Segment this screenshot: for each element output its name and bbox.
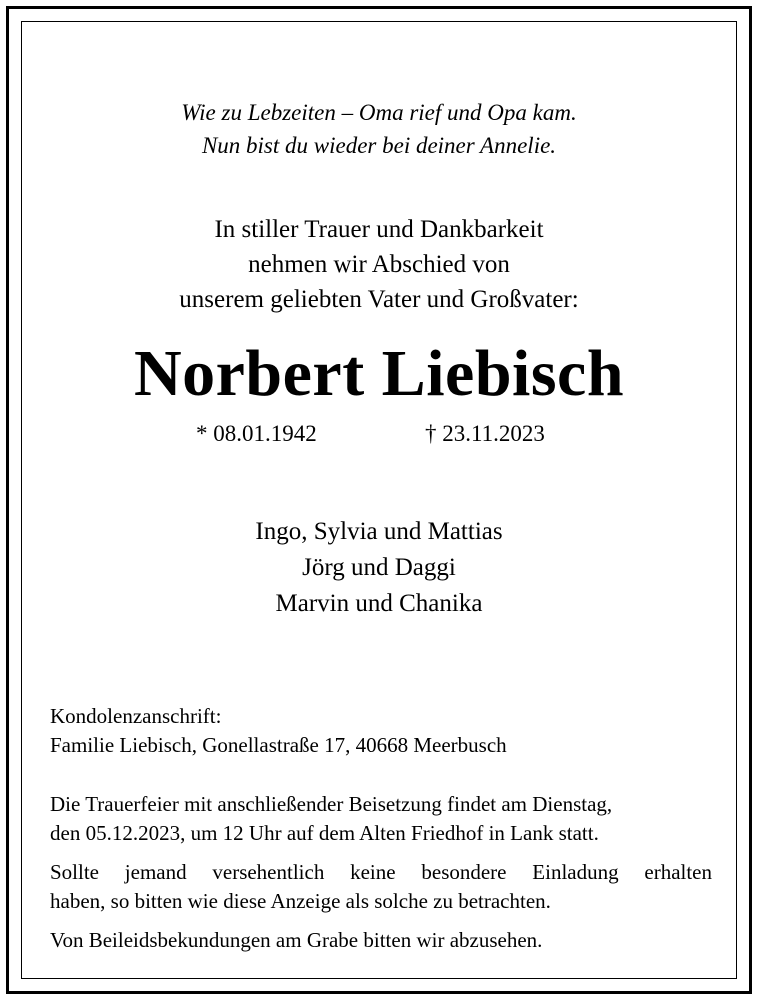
- funeral-ceremony-info: [50, 790, 712, 848]
- family-line: Ingo, Sylvia und Mattias: [255, 518, 503, 545]
- ceremony-line: den 05.12.2023, um 12 Uhr auf dem Alten Friedhof in Lank statt.: [50, 821, 599, 845]
- invitation-line: Sollte jemand versehentlich keine besondere Einladung erhalten: [50, 860, 712, 884]
- intro-line: In stiller Trauer und Dankbarkeit: [214, 216, 544, 243]
- family-members: [30, 514, 728, 622]
- condolence-address: [50, 702, 712, 760]
- ceremony-line: Die Trauerfeier mit anschließender Beisetzung findet am Dienstag,: [50, 792, 613, 816]
- death-date: † 23.11.2023: [425, 421, 545, 446]
- motto-line: Wie zu Lebzeiten – Oma rief und Opa kam.: [181, 100, 577, 125]
- family-line: Marvin und Chanika: [275, 590, 483, 617]
- closing-line: Von Beileidsbekundungen am Grabe bitten wir abzusehen.: [50, 928, 543, 952]
- intro-line: unserem geliebten Vater und Großvater:: [179, 286, 579, 313]
- intro-line: nehmen wir Abschied von: [248, 251, 510, 278]
- life-dates: [0, 419, 758, 451]
- invitation-line: haben, so bitten wie diese Anzeige als solche zu betrachten.: [50, 889, 551, 913]
- birth-date: * 08.01.1942: [196, 421, 317, 446]
- closing-note: [50, 926, 712, 955]
- intro-text: [30, 212, 728, 317]
- condolence-label: Kondolenzanschrift:: [50, 704, 222, 728]
- family-line: Jörg und Daggi: [302, 554, 456, 581]
- deceased-name: Norbert Liebisch: [133, 337, 625, 410]
- motto: [30, 96, 728, 162]
- invitation-note: [50, 858, 712, 916]
- motto-line: Nun bist du wieder bei deiner Annelie.: [201, 133, 557, 158]
- condolence-address-line: Familie Liebisch, Gonellastraße 17, 40668 Meerbusch: [50, 733, 507, 757]
